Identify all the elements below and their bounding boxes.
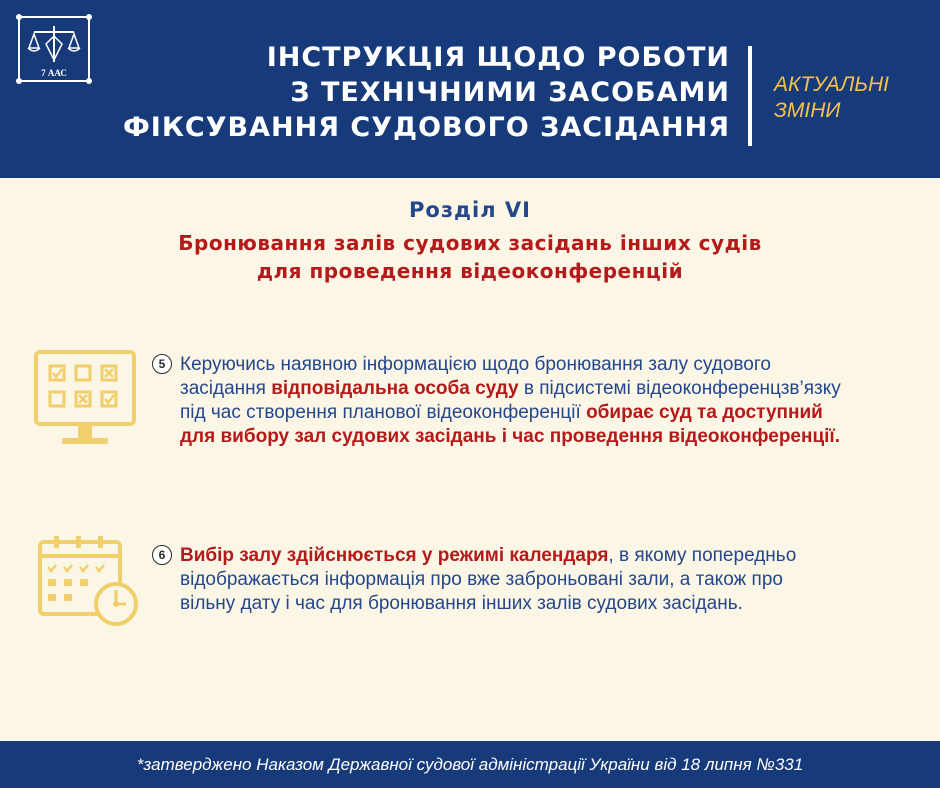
text-line	[180, 401, 841, 425]
badge-line: ЗМІНИ	[774, 99, 841, 122]
title-divider	[748, 46, 752, 146]
text-line: вільну дату і час для бронювання інших залів судових засідань.	[180, 593, 743, 614]
item-number-badge: 6	[152, 545, 172, 565]
text-span: , в якому попередньо	[608, 545, 797, 566]
text-line: відображається інформація про вже заброньовані зали, а також про	[180, 569, 783, 590]
text-line	[180, 544, 796, 568]
highlighted-text: відповідальна особа суду	[271, 378, 519, 399]
section-title-line: для проведення відеоконференцій	[256, 259, 684, 283]
text-span: в підсистемі відеоконференцзв’язку	[518, 378, 841, 399]
court-emblem-logo	[16, 14, 92, 84]
monitor-checklist-icon	[34, 350, 136, 448]
section-number: Розділ VI	[409, 198, 531, 222]
text-line: Керуючись наявною інформацією щодо бронювання залу судового	[180, 354, 771, 375]
title-line: ІНСТРУКЦІЯ ЩОДО РОБОТИ	[266, 42, 730, 73]
section-title	[0, 229, 940, 285]
highlighted-text: обирає суд та доступний	[586, 402, 823, 423]
text-span: під час створення планової відеоконференції	[180, 402, 587, 423]
text-span: засідання	[180, 378, 272, 399]
calendar-clock-icon	[38, 534, 140, 630]
text-line	[180, 377, 841, 401]
footer-note: *затверджено Наказом Державної судової адміністрації України від 18 липня №331	[0, 741, 940, 788]
logo-text: 7 ААС	[41, 68, 67, 78]
item-number-badge: 5	[152, 354, 172, 374]
highlighted-text: для вибору зал судових засідань і час проведення відеоконференції.	[180, 426, 841, 447]
item-5-text	[180, 353, 841, 449]
item-6-text	[180, 544, 796, 616]
title-line: З ТЕХНІЧНИМИ ЗАСОБАМИ	[290, 77, 730, 108]
badge-line: АКТУАЛЬНІ	[774, 73, 890, 96]
text-line	[180, 425, 841, 449]
page-title	[90, 40, 730, 145]
header-banner	[0, 0, 940, 178]
section-title-line: Бронювання залів судових засідань інших судів	[178, 231, 762, 255]
updates-badge	[774, 72, 934, 124]
title-line: ФІКСУВАННЯ СУДОВОГО ЗАСІДАННЯ	[123, 112, 730, 143]
highlighted-text: Вибір залу здійснюється у режимі календаря	[180, 545, 609, 566]
